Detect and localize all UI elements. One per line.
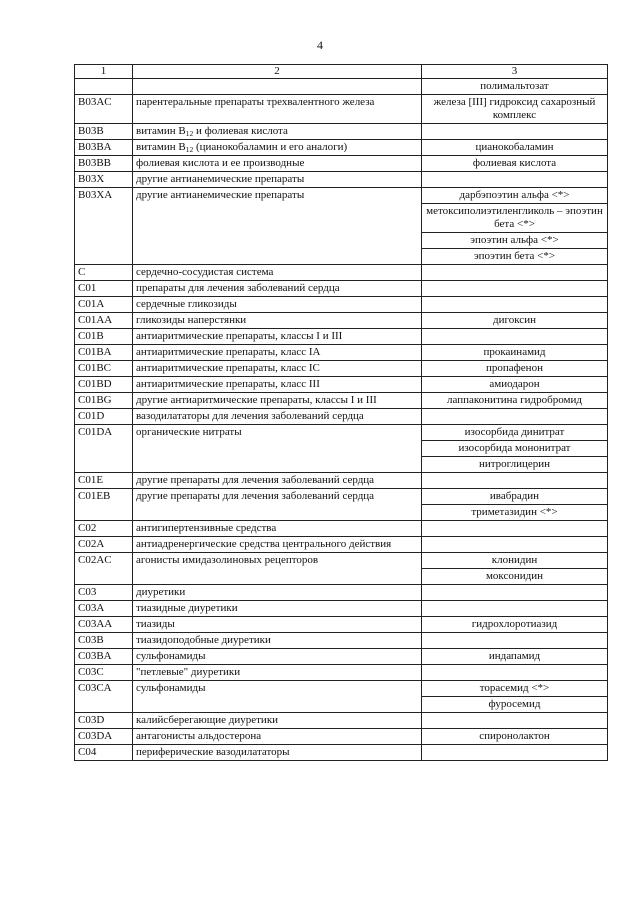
group-name-cell: антиадренергические средства центрального действия — [133, 537, 422, 553]
atc-code-cell: C01BD — [75, 377, 133, 393]
table-row — [75, 313, 608, 329]
table-row — [75, 265, 608, 281]
drug-name-cell — [422, 265, 608, 281]
drug-name-cell: эпоэтин бета <*> — [422, 249, 608, 265]
group-name-cell: калийсберегающие диуретики — [133, 713, 422, 729]
drug-name-cell — [422, 409, 608, 425]
table-row — [75, 489, 608, 505]
table-row — [75, 95, 608, 124]
atc-code-cell: C03DA — [75, 729, 133, 745]
group-name-cell: диуретики — [133, 585, 422, 601]
drug-name-cell: фолиевая кислота — [422, 156, 608, 172]
table-row — [75, 425, 608, 441]
group-name-cell: витамин B12 и фолиевая кислота — [133, 124, 422, 140]
drug-name-cell: нитроглицерин — [422, 457, 608, 473]
drug-name-cell — [422, 521, 608, 537]
drug-name-cell: метоксиполиэтиленгликоль – эпоэтин бета <*> — [422, 204, 608, 233]
atc-code-cell: C01AA — [75, 313, 133, 329]
group-name-cell: антиаритмические препараты, класс III — [133, 377, 422, 393]
atc-code-cell: C04 — [75, 745, 133, 761]
group-name-cell: витамин B12 (цианокобаламин и его аналоги) — [133, 140, 422, 156]
group-name-cell: препараты для лечения заболеваний сердца — [133, 281, 422, 297]
drug-name-cell: изосорбида динитрат — [422, 425, 608, 441]
drug-name-cell — [422, 585, 608, 601]
table-row — [75, 601, 608, 617]
group-name-cell: другие препараты для лечения заболеваний сердца — [133, 489, 422, 521]
drug-name-cell — [422, 329, 608, 345]
atc-code-cell: C03B — [75, 633, 133, 649]
drug-name-cell — [422, 124, 608, 140]
atc-code-cell: C01E — [75, 473, 133, 489]
drug-name-cell: полимальтозат — [422, 79, 608, 95]
atc-code-cell: C03AA — [75, 617, 133, 633]
drug-name-cell: дарбэпоэтин альфа <*> — [422, 188, 608, 204]
drug-name-cell: клонидин — [422, 553, 608, 569]
drug-name-cell — [422, 601, 608, 617]
group-name-cell: агонисты имидазолиновых рецепторов — [133, 553, 422, 585]
atc-code-cell: B03B — [75, 124, 133, 140]
atc-code-cell: C03C — [75, 665, 133, 681]
group-name-cell: тиазидные диуретики — [133, 601, 422, 617]
table-row — [75, 617, 608, 633]
atc-code-cell: C01BG — [75, 393, 133, 409]
group-name-cell — [133, 79, 422, 95]
group-name-cell: гликозиды наперстянки — [133, 313, 422, 329]
table-row — [75, 649, 608, 665]
drug-name-cell: пропафенон — [422, 361, 608, 377]
table-row — [75, 729, 608, 745]
atc-code-cell: C01A — [75, 297, 133, 313]
table-row — [75, 585, 608, 601]
atc-code-cell: C02A — [75, 537, 133, 553]
group-name-cell: органические нитраты — [133, 425, 422, 473]
group-name-cell: периферические вазодилататоры — [133, 745, 422, 761]
atc-code-cell: C02 — [75, 521, 133, 537]
group-name-cell: другие антианемические препараты — [133, 172, 422, 188]
atc-code-cell: C01B — [75, 329, 133, 345]
group-name-cell: "петлевые" диуретики — [133, 665, 422, 681]
drug-name-cell: моксонидин — [422, 569, 608, 585]
group-name-cell: антиаритмические препараты, класс IA — [133, 345, 422, 361]
table-row — [75, 124, 608, 140]
table-body — [75, 65, 608, 761]
atc-code-cell: C01BC — [75, 361, 133, 377]
group-name-cell: вазодилататоры для лечения заболеваний сердца — [133, 409, 422, 425]
atc-code-cell: C01DA — [75, 425, 133, 473]
drug-name-cell: индапамид — [422, 649, 608, 665]
drug-name-cell: фуросемид — [422, 697, 608, 713]
table-row — [75, 553, 608, 569]
table-row — [75, 473, 608, 489]
drug-table — [74, 64, 608, 761]
atc-code-cell: B03BB — [75, 156, 133, 172]
table-row — [75, 345, 608, 361]
table-row — [75, 745, 608, 761]
atc-code-cell: C03CA — [75, 681, 133, 713]
group-name-cell: антиаритмические препараты, класс IC — [133, 361, 422, 377]
drug-name-cell — [422, 633, 608, 649]
table-row — [75, 393, 608, 409]
header-col-3: 3 — [422, 65, 608, 79]
atc-code-cell: C03D — [75, 713, 133, 729]
table-row — [75, 665, 608, 681]
table-row — [75, 140, 608, 156]
drug-name-cell — [422, 745, 608, 761]
table-row — [75, 297, 608, 313]
table-row — [75, 156, 608, 172]
atc-code-cell: B03XA — [75, 188, 133, 265]
group-name-cell: сердечно-сосудистая система — [133, 265, 422, 281]
header-col-2: 2 — [133, 65, 422, 79]
page-number: 4 — [317, 38, 323, 52]
group-name-cell: тиазиды — [133, 617, 422, 633]
group-name-cell: тиазидоподобные диуретики — [133, 633, 422, 649]
drug-name-cell: торасемид <*> — [422, 681, 608, 697]
group-name-cell: фолиевая кислота и ее производные — [133, 156, 422, 172]
atc-code-cell: C01BA — [75, 345, 133, 361]
table-row — [75, 713, 608, 729]
drug-name-cell: цианокобаламин — [422, 140, 608, 156]
atc-code-cell: B03AC — [75, 95, 133, 124]
header-col-1: 1 — [75, 65, 133, 79]
table-header-row — [75, 65, 608, 79]
table-row — [75, 361, 608, 377]
drug-name-cell: лаппаконитина гидробромид — [422, 393, 608, 409]
table-row — [75, 633, 608, 649]
table-row — [75, 537, 608, 553]
atc-code-cell: C03A — [75, 601, 133, 617]
drug-name-cell — [422, 713, 608, 729]
group-name-cell: другие антиаритмические препараты, классы I и III — [133, 393, 422, 409]
atc-code-cell: B03BA — [75, 140, 133, 156]
drug-name-cell — [422, 281, 608, 297]
drug-name-cell: дигоксин — [422, 313, 608, 329]
atc-code-cell: B03X — [75, 172, 133, 188]
group-name-cell: антагонисты альдостерона — [133, 729, 422, 745]
atc-code-cell — [75, 79, 133, 95]
group-name-cell: другие препараты для лечения заболеваний сердца — [133, 473, 422, 489]
drug-name-cell — [422, 537, 608, 553]
atc-code-cell: C03 — [75, 585, 133, 601]
group-name-cell: сульфонамиды — [133, 681, 422, 713]
drug-name-cell: изосорбида мононитрат — [422, 441, 608, 457]
group-name-cell: антигипертензивные средства — [133, 521, 422, 537]
atc-code-cell: C — [75, 265, 133, 281]
table-row — [75, 188, 608, 204]
table-row — [75, 521, 608, 537]
drug-name-cell: ивабрадин — [422, 489, 608, 505]
drug-name-cell: триметазидин <*> — [422, 505, 608, 521]
drug-name-cell — [422, 473, 608, 489]
drug-name-cell: эпоэтин альфа <*> — [422, 233, 608, 249]
drug-name-cell: спиронолактон — [422, 729, 608, 745]
table-row — [75, 281, 608, 297]
group-name-cell: антиаритмические препараты, классы I и III — [133, 329, 422, 345]
group-name-cell: парентеральные препараты трехвалентного железа — [133, 95, 422, 124]
drug-name-cell — [422, 297, 608, 313]
group-name-cell: сердечные гликозиды — [133, 297, 422, 313]
table-row — [75, 172, 608, 188]
table-row — [75, 329, 608, 345]
table-row — [75, 409, 608, 425]
table-row — [75, 681, 608, 697]
atc-code-cell: C01EB — [75, 489, 133, 521]
drug-name-cell: прокаинамид — [422, 345, 608, 361]
group-name-cell: сульфонамиды — [133, 649, 422, 665]
table-row — [75, 79, 608, 95]
atc-code-cell: C01D — [75, 409, 133, 425]
atc-code-cell: C03BA — [75, 649, 133, 665]
atc-code-cell: C02AC — [75, 553, 133, 585]
drug-name-cell: амиодарон — [422, 377, 608, 393]
atc-code-cell: C01 — [75, 281, 133, 297]
drug-name-cell: железа [III] гидроксид сахарозный комплекс — [422, 95, 608, 124]
drug-name-cell — [422, 172, 608, 188]
drug-name-cell — [422, 665, 608, 681]
table-row — [75, 377, 608, 393]
drug-name-cell: гидрохлоротиазид — [422, 617, 608, 633]
group-name-cell: другие антианемические препараты — [133, 188, 422, 265]
